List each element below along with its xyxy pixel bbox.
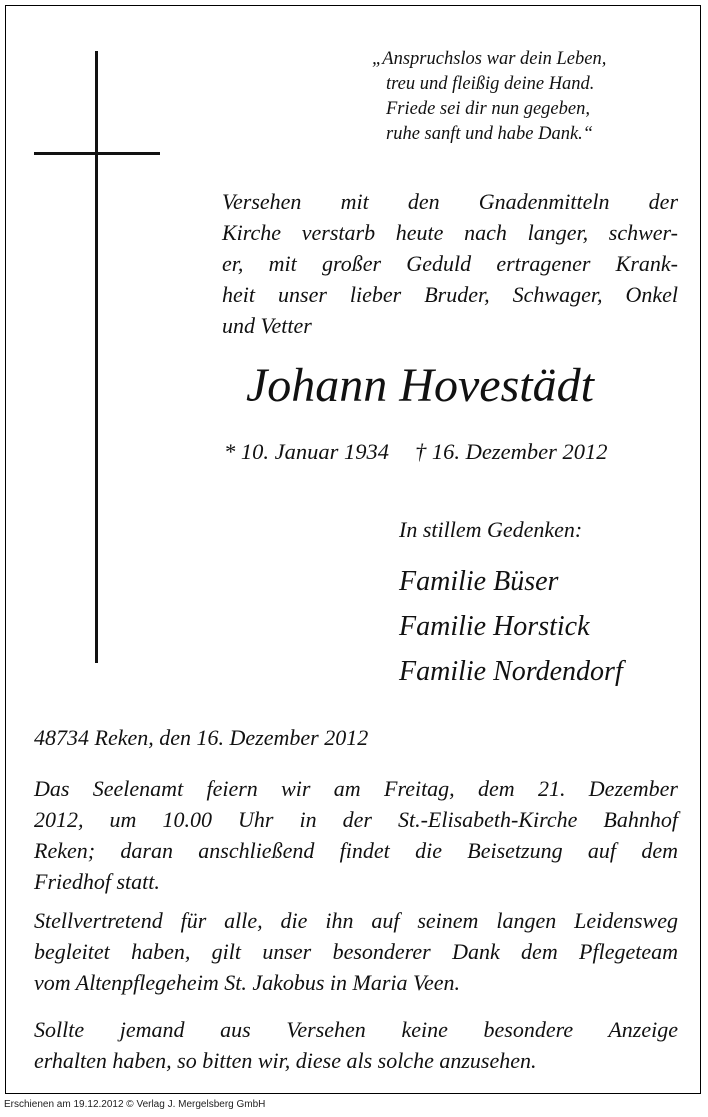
text-line: vom Altenpflegeheim St. Jakobus in Maria Veen. — [34, 970, 461, 995]
thanks-paragraph — [34, 905, 678, 998]
life-dates — [224, 436, 607, 468]
publication-footer: Erschienen am 19.12.2012 © Verlag J. Mergelsberg GmbH — [4, 1099, 266, 1110]
mourner-families — [399, 559, 623, 694]
quote-line: treu und fleißig deine Hand. — [386, 74, 595, 94]
funeral-mass-paragraph — [34, 773, 678, 897]
cross-icon-crossbar — [34, 152, 160, 155]
text-line: er, mit großer Geduld ertragener Krank- — [222, 251, 678, 276]
quote-line: Friede sei dir nun gegeben, — [386, 99, 590, 119]
death-announcement-text — [222, 186, 678, 341]
text-line: und Vetter — [222, 313, 312, 338]
obituary-notice — [5, 5, 701, 1094]
quote-line: ruhe sanft und habe Dank.“ — [386, 124, 594, 144]
text-line: Friedhof statt. — [34, 869, 160, 894]
deceased-name: Johann Hovestädt — [246, 359, 594, 412]
text-line: heit unser lieber Bruder, Schwager, Onkel — [222, 282, 678, 307]
family-name: Familie Nordendorf — [399, 656, 623, 687]
death-date: † 16. Dezember 2012 — [415, 439, 608, 464]
text-line: Das Seelenamt feiern wir am Freitag, dem 21. Dezember — [34, 776, 678, 801]
text-line: 2012, um 10.00 Uhr in der St.-Elisabeth-Kirche Bahnhof — [34, 807, 678, 832]
text-line: Reken; daran anschließend findet die Beisetzung auf dem — [34, 838, 678, 863]
text-line: Sollte jemand aus Versehen keine besondere Anzeige — [34, 1017, 678, 1042]
memorial-quote — [372, 47, 606, 147]
family-name: Familie Büser — [399, 566, 559, 597]
birth-date: * 10. Januar 1934 — [224, 439, 389, 464]
family-name: Familie Horstick — [399, 611, 590, 642]
text-line: Stellvertretend für alle, die ihn auf seinem langen Leidensweg — [34, 908, 678, 933]
text-line: Kirche verstarb heute nach langer, schwer- — [222, 220, 678, 245]
notice-paragraph — [34, 1014, 678, 1076]
mourners-label: In stillem Gedenken: — [399, 517, 583, 542]
text-line: begleitet haben, gilt unser besonderer Dank dem Pflegeteam — [34, 939, 678, 964]
place-and-date: 48734 Reken, den 16. Dezember 2012 — [34, 725, 369, 750]
text-line: erhalten haben, so bitten wir, diese als solche anzusehen. — [34, 1048, 537, 1073]
quote-line: „Anspruchslos war dein Leben, — [372, 49, 607, 69]
text-line: Versehen mit den Gnadenmitteln der — [222, 189, 678, 214]
